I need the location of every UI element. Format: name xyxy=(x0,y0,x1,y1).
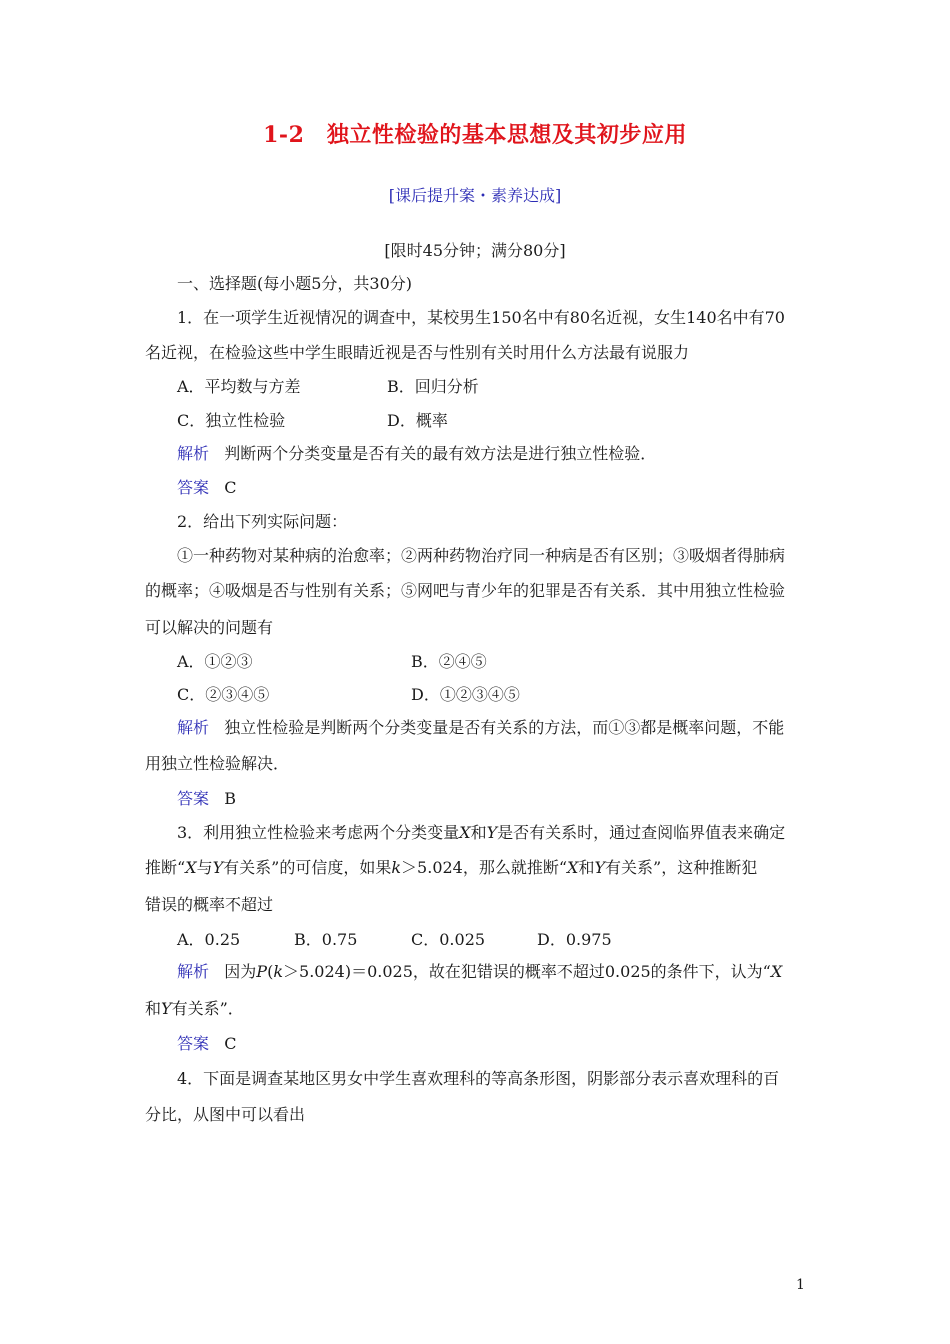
q3-analysis-line2: 和Y有关系”． xyxy=(145,999,244,1018)
answer-text: C xyxy=(224,478,237,497)
q3-option-c: C．0.025 xyxy=(411,930,486,949)
analysis-text: 独立性检验是判断两个分类变量是否有关系的方法，而①③都是概率问题，不能 xyxy=(224,718,785,737)
q2-line3: 的概率；④吸烟是否与性别有关系；⑤网吧与青少年的犯罪是否有关系．其中用独立性检验 xyxy=(145,581,786,600)
q1-line2: 名近视，在检验这些中学生眼睛近视是否与性别有关时用什么方法最有说服力 xyxy=(145,343,690,362)
analysis-label: 解析 xyxy=(177,444,210,463)
q3-line1: 3．利用独立性检验来考虑两个分类变量X和Y是否有关系时，通过查阅临界值表来确定 xyxy=(177,823,786,842)
q3-line2: 推断“X与Y有关系”的可信度，如果k＞5.024，那么就推断“X和Y有关系”，这种推断犯 xyxy=(145,858,758,877)
q2-option-b: B．②④⑤ xyxy=(411,652,487,671)
q4-line1: 4．下面是调查某地区男女中学生喜欢理科的等高条形图，阴影部分表示喜欢理科的百 xyxy=(177,1069,780,1088)
q1-option-a: A．平均数与方差 xyxy=(177,377,301,396)
q4-line2: 分比，从图中可以看出 xyxy=(145,1105,306,1124)
analysis-text: 判断两个分类变量是否有关的最有效方法是进行独立性检验． xyxy=(224,444,657,463)
q3-option-b: B．0.75 xyxy=(294,930,358,949)
q1-option-d: D．概率 xyxy=(387,411,448,430)
page-title: 1-2 独立性检验的基本思想及其初步应用 xyxy=(263,122,687,148)
q1-line1: 1．在一项学生近视情况的调查中，某校男生150名中有80名近视，女生140名中有70 xyxy=(177,308,785,327)
q3-option-d: D．0.975 xyxy=(537,930,612,949)
analysis-label: 解析 xyxy=(177,962,210,981)
answer-text: B xyxy=(224,789,237,808)
q2-line4: 可以解决的问题有 xyxy=(145,618,274,637)
var-k: k xyxy=(391,858,402,877)
section-heading: 一、选择题(每小题5分，共30分) xyxy=(177,274,413,293)
answer-label: 答案 xyxy=(177,478,210,497)
q1-option-b: B．回归分析 xyxy=(387,377,479,396)
answer-label: 答案 xyxy=(177,789,210,808)
var-x: X xyxy=(459,823,471,842)
var-p: P xyxy=(256,962,268,981)
q1-option-c: C．独立性检验 xyxy=(177,411,286,430)
answer-text: C xyxy=(224,1034,237,1053)
q3-option-a: A．0.25 xyxy=(177,930,241,949)
q2-option-a: A．①②③ xyxy=(177,652,253,671)
q2-analysis xyxy=(177,718,784,738)
q1-analysis xyxy=(177,444,656,464)
q2-option-d: D．①②③④⑤ xyxy=(411,685,520,704)
q2-line2: ①一种药物对某种病的治愈率；②两种药物治疗同一种病是否有区别；③吸烟者得肺病 xyxy=(177,546,786,565)
var-y: Y xyxy=(486,823,498,842)
section-subtitle: [课后提升案・素养达成] xyxy=(388,186,562,205)
q2-answer xyxy=(177,789,236,809)
q3-line3: 错误的概率不超过 xyxy=(145,895,274,914)
time-limit: [限时45分钟；满分80分] xyxy=(384,241,566,260)
q3-answer xyxy=(177,1034,237,1054)
q1-answer xyxy=(177,478,237,498)
q2-line1: 2．给出下列实际问题： xyxy=(177,512,348,531)
q3-analysis: 解析 因为P(k＞5.024)＝0.025，故在犯错误的概率不超过0.025的条件下，认为“X xyxy=(177,962,783,981)
answer-label: 答案 xyxy=(177,1034,210,1053)
page-number: 1 xyxy=(796,1277,805,1293)
analysis-label: 解析 xyxy=(177,718,210,737)
q2-option-c: C．②③④⑤ xyxy=(177,685,270,704)
q2-analysis-line2: 用独立性检验解决． xyxy=(145,754,290,773)
